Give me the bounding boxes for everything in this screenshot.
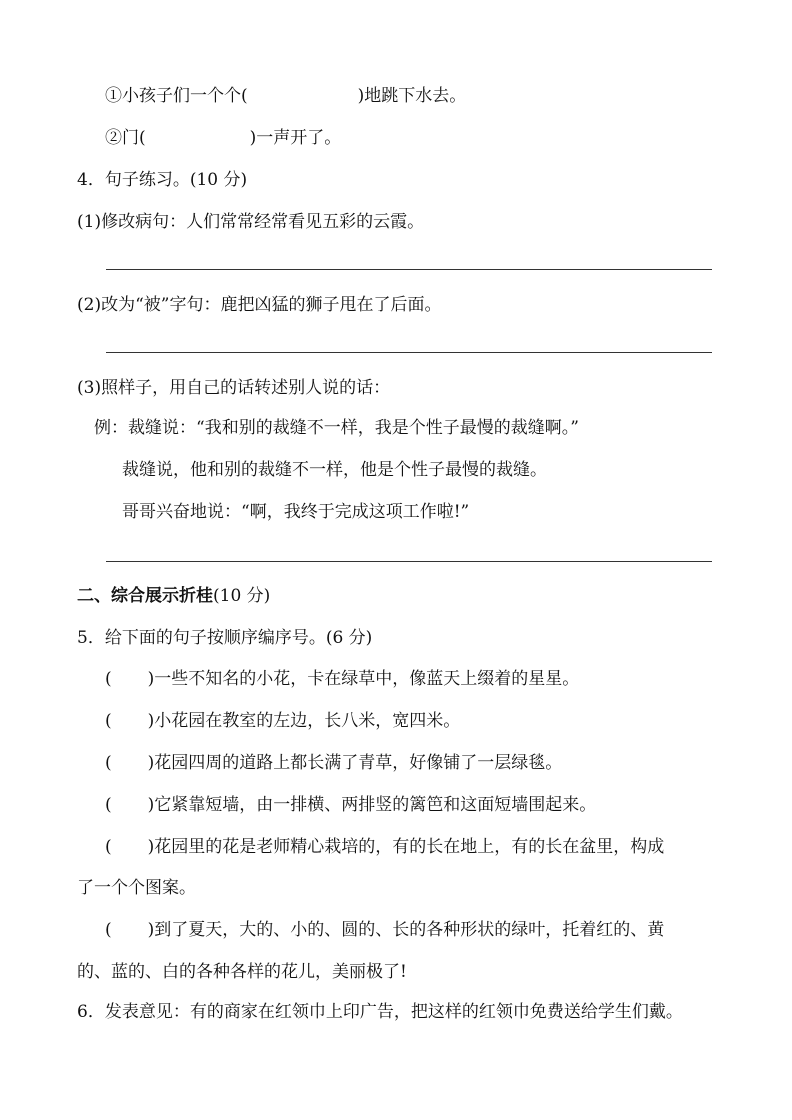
q3-item-2 [105, 127, 341, 149]
q4-sub2-answer-line[interactable] [106, 352, 712, 353]
q5-item [105, 836, 664, 858]
q5-item [105, 710, 460, 732]
section2-score: (10 分) [213, 586, 271, 606]
q5-item-6-text: 到了夏天，大的、小的、圆的、长的各种形状的绿叶，托着红的、黄 [154, 920, 665, 940]
q5-item [105, 794, 596, 816]
q5-item-5-paren-open: ( [105, 837, 112, 857]
q5-item-6-paren-close: ) [147, 920, 155, 940]
q5-item-2-text: 小花园在教室的左边，长八米，宽四米。 [154, 711, 461, 731]
q6-title: 6．发表意见：有的商家在红领巾上印广告，把这样的红领巾免费送给学生们戴。 [77, 1002, 683, 1022]
q5-item-4-paren-open: ( [105, 795, 112, 815]
q4-sub2: (2)改为“被”字句：鹿把凶猛的狮子甩在了后面。 [77, 295, 442, 315]
section2-title: 二、综合展示折桂 [77, 586, 213, 606]
q3-item-2-after: )一声开了。 [249, 128, 342, 148]
q3-item-2-before: ②门( [105, 128, 146, 148]
q5-item-1-paren-close: ) [147, 669, 155, 689]
q3-item-1-after: )地跳下水去。 [357, 86, 467, 106]
q4-example-quote: 例：裁缝说：“我和别的裁缝不一样，我是个性子最慢的裁缝啊。” [94, 418, 579, 438]
q4-title: 4．句子练习。(10 分) [77, 170, 248, 190]
q4-sub3-answer-line[interactable] [106, 561, 712, 562]
q4-example-answer: 裁缝说，他和别的裁缝不一样，他是个性子最慢的裁缝。 [122, 460, 547, 480]
q5-item-5-continuation: 了一个个图案。 [77, 878, 196, 898]
q5-item-6-paren-open: ( [105, 920, 112, 940]
q5-item-3-paren-close: ) [147, 753, 155, 773]
q3-item-1-before: ①小孩子们一个个( [105, 86, 248, 106]
q5-item-6-continuation: 的、蓝的、白的各种各样的花儿，美丽极了! [77, 962, 407, 982]
q5-item-3-text: 花园四周的道路上都长满了青草，好像铺了一层绿毯。 [154, 753, 563, 773]
q5-item [105, 752, 562, 774]
q5-item [105, 668, 579, 690]
q5-item-4-text: 它紧靠短墙，由一排横、两排竖的篱笆和这面短墙围起来。 [154, 795, 597, 815]
q4-sub1-answer-line[interactable] [106, 269, 712, 270]
q5-item-3-paren-open: ( [105, 753, 112, 773]
q3-item-1 [105, 85, 466, 107]
q4-sub1: (1)修改病句：人们常常经常看见五彩的云霞。 [77, 212, 425, 232]
q5-item-1-text: 一些不知名的小花，卡在绿草中，像蓝天上缀着的星星。 [154, 669, 580, 689]
q5-item-1-paren-open: ( [105, 669, 112, 689]
q5-title: 5．给下面的句子按顺序编序号。(6 分) [77, 628, 373, 648]
q5-item-2-paren-close: ) [147, 711, 155, 731]
section2-heading [77, 585, 270, 607]
q5-item [105, 919, 664, 941]
q4-sub3: (3)照样子，用自己的话转述别人说的话： [77, 378, 391, 398]
q5-item-2-paren-open: ( [105, 711, 112, 731]
q5-item-5-paren-close: ) [147, 837, 155, 857]
q4-prompt: 哥哥兴奋地说：“啊，我终于完成这项工作啦!” [122, 502, 470, 522]
q5-item-5-text: 花园里的花是老师精心栽培的，有的长在地上，有的长在盆里，构成 [154, 837, 665, 857]
q5-item-4-paren-close: ) [147, 795, 155, 815]
